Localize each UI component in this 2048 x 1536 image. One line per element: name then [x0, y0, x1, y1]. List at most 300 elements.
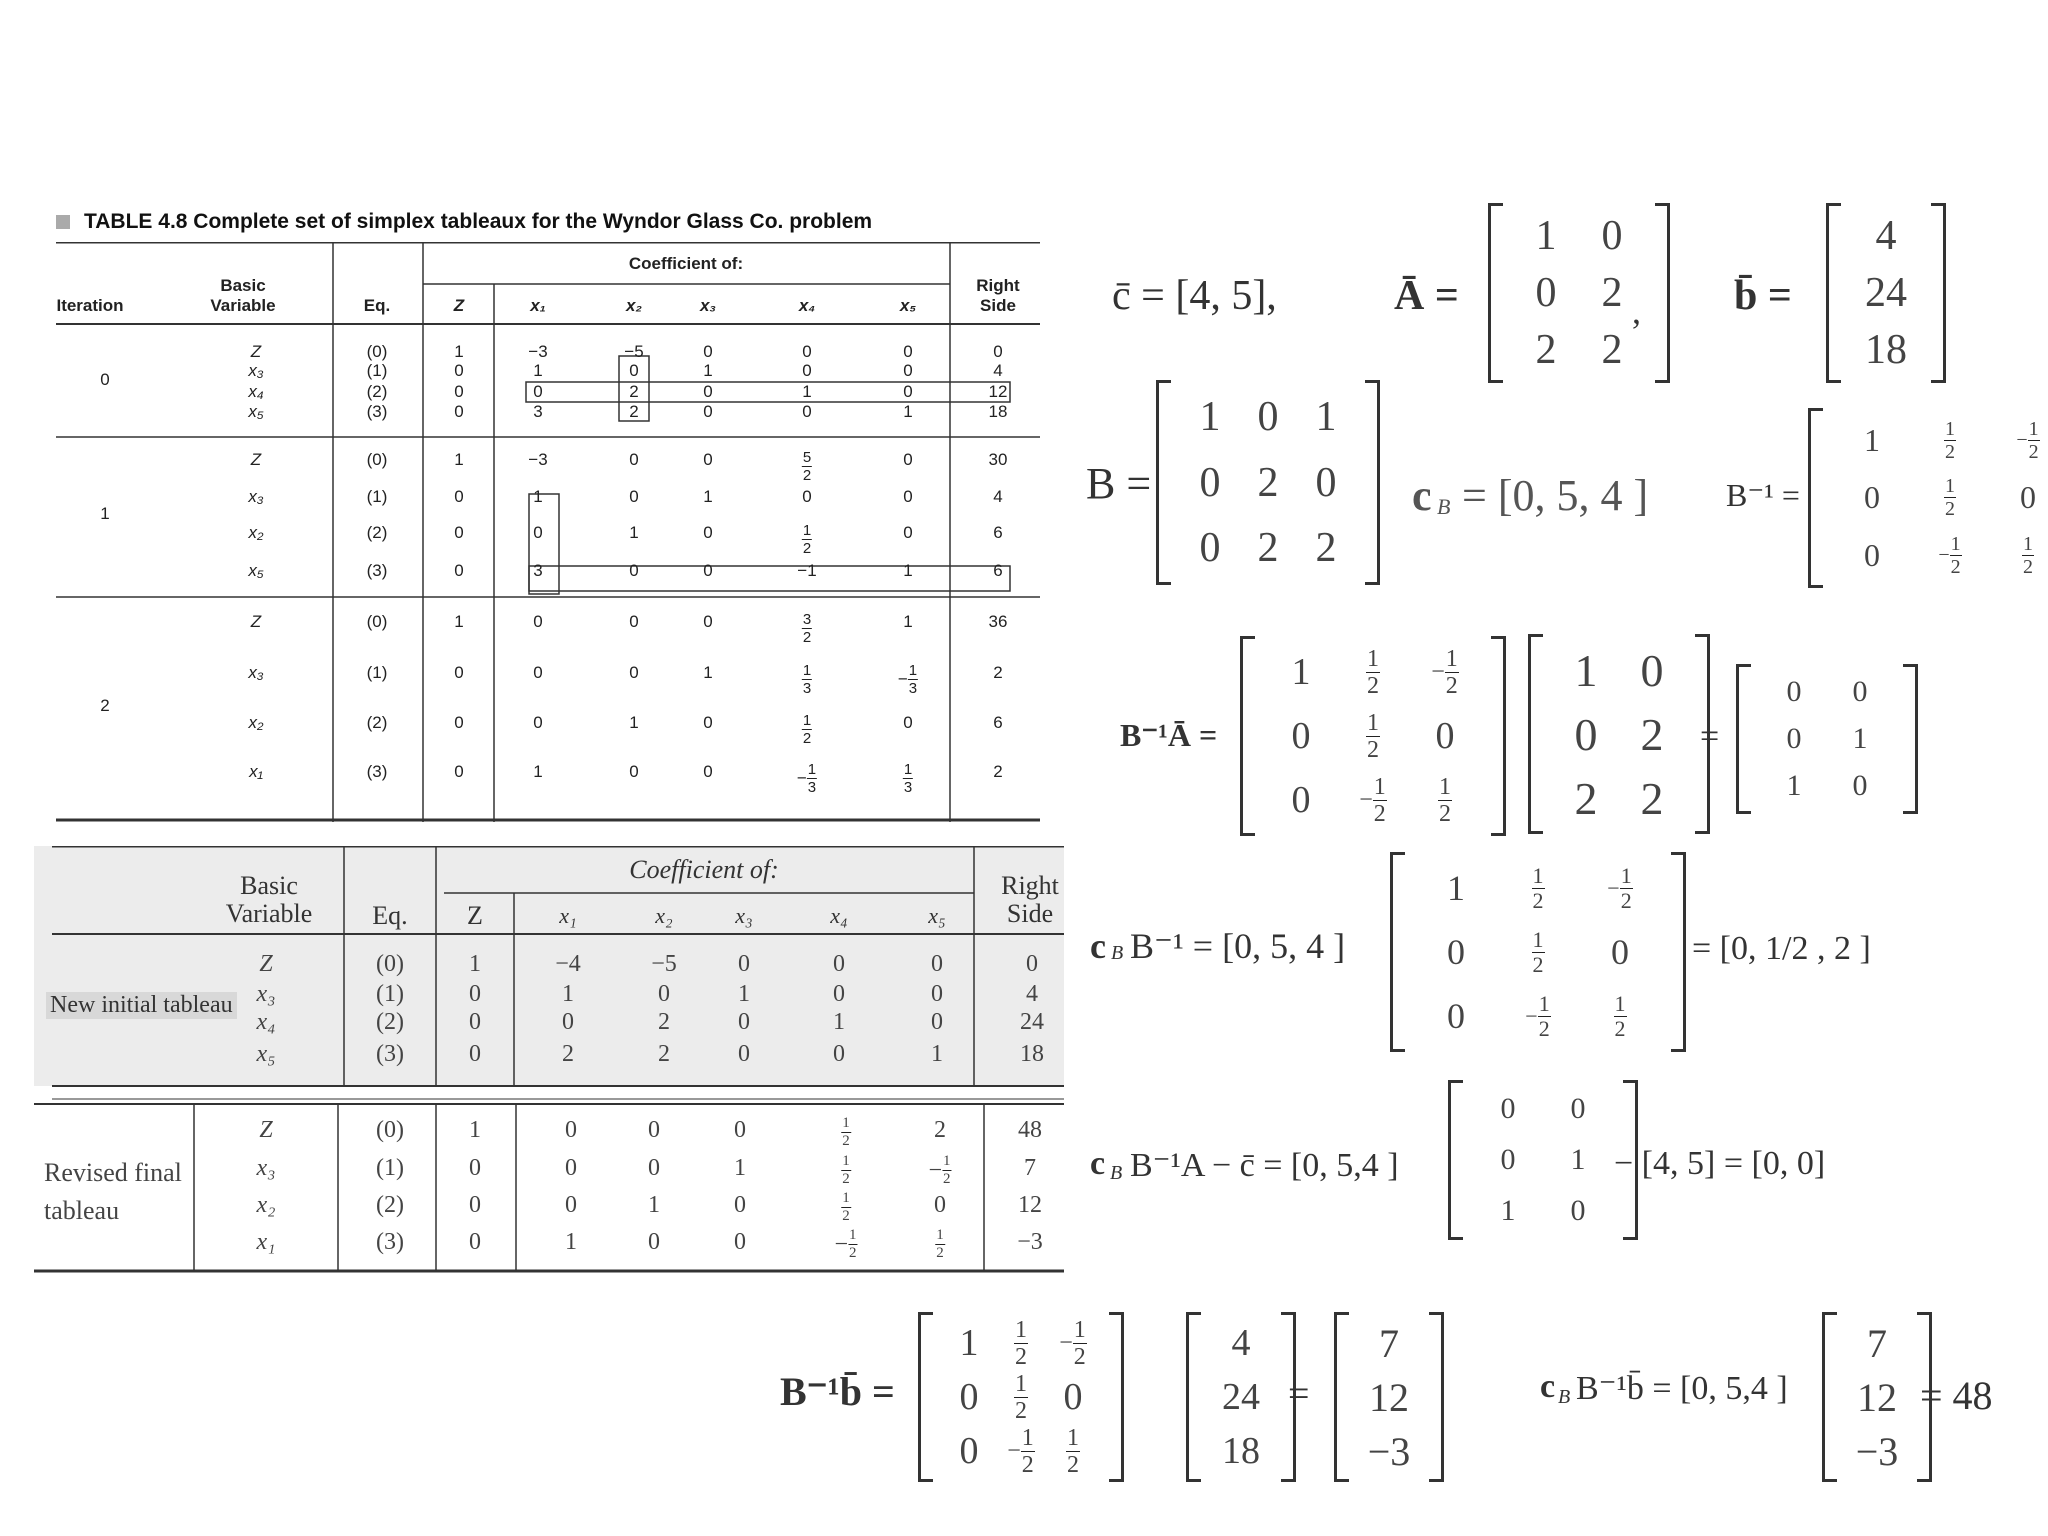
- coefficient-cell: 0: [629, 762, 639, 781]
- revised-coefficient-header: Coefficient of:: [629, 855, 779, 884]
- revised-basic-header: Basic Variable: [225, 871, 313, 928]
- matrix-cell: − $\frac{1}{2}$: [1607, 862, 1632, 913]
- coefficient-cell: $\frac{3}{2}$: [802, 611, 812, 646]
- matrix-cell: $\frac{1}{2}$: [1532, 926, 1544, 977]
- revised-final-tableau-label: Revised final tableau: [44, 1158, 182, 1225]
- matrix-cell: 0: [1786, 674, 1802, 708]
- iteration-label: 2: [100, 696, 110, 715]
- coefficient-cell: 0: [565, 1155, 577, 1181]
- right-side-value: 2: [993, 663, 1003, 682]
- coefficient-cell: $\frac{5}{2}$: [802, 449, 812, 484]
- objective-subscript: B: [1558, 1386, 1571, 1408]
- matrix-entries: [1255, 636, 1491, 836]
- matrix-cell: $\frac{1}{2}$: [1367, 645, 1379, 699]
- coefficient-cell: −3: [528, 450, 548, 469]
- coefficient-cell: 1: [629, 523, 639, 542]
- equation-number: (3): [366, 402, 388, 421]
- coefficient-cell: 0: [903, 450, 913, 469]
- matrix-cell: 0: [1447, 932, 1465, 972]
- coefficient-cell: 1: [562, 981, 574, 1007]
- coefficient-cell: 1: [703, 487, 713, 506]
- matrix-cell: 0: [1500, 1092, 1516, 1126]
- equation-number: (0): [366, 612, 388, 631]
- coefficient-cell: $\frac{1}{2}$: [842, 1153, 850, 1187]
- matrix-cell: 0: [959, 1376, 979, 1418]
- BinvA-matrix-2: [1448, 1080, 1638, 1240]
- matrix-cell: − $\frac{1}{2}$: [1525, 990, 1550, 1041]
- coefficient-cell: 2: [934, 1117, 946, 1143]
- coefficient-cell: 1: [833, 1009, 845, 1035]
- right-side-value: 12: [988, 382, 1008, 401]
- coefficient-cell: 2: [658, 1041, 670, 1067]
- matrix-cell: $\frac{1}{2}$: [2023, 532, 2033, 578]
- equation-number: (3): [376, 1041, 404, 1067]
- simplex-tableaux-table: [56, 242, 1040, 822]
- coefficient-cell: 0: [565, 1192, 577, 1218]
- coefficient-cell: 0: [833, 981, 845, 1007]
- coefficient-cell: 1: [903, 612, 913, 631]
- coefficient-cell: 0: [934, 1192, 946, 1218]
- left-bracket: [1826, 203, 1841, 383]
- equation-number: (0): [376, 951, 404, 977]
- coefficient-cell: 0: [533, 663, 543, 682]
- var-header-x2: x₂: [626, 296, 642, 315]
- coefficient-cell: 2: [658, 1009, 670, 1035]
- left-bracket: [1334, 1312, 1349, 1482]
- equals-sign: =: [1700, 718, 1720, 755]
- coefficient-cell: 0: [629, 663, 639, 682]
- bbar-label: b̄ =: [1734, 273, 1792, 319]
- matrix-cell: 1: [1291, 651, 1311, 693]
- basic-variable: x₃: [248, 487, 264, 506]
- coefficient-cell: 0: [802, 402, 812, 421]
- equation-number: (2): [366, 713, 388, 732]
- coefficient-cell: 1: [469, 1117, 481, 1143]
- coefficient-cell: − $\frac{1}{2}$: [928, 1153, 951, 1187]
- equation-number: (2): [376, 1009, 404, 1035]
- right-side-value: 6: [993, 561, 1003, 580]
- right-side-value: 4: [993, 361, 1003, 380]
- coefficient-cell: 0: [802, 342, 812, 361]
- matrix-cell: 1: [1574, 644, 1598, 696]
- coefficient-cell: 1: [648, 1192, 660, 1218]
- revised-var-header-x2: x₂: [655, 903, 673, 928]
- matrix-cell: $\frac{1}{2}$: [1945, 418, 1955, 464]
- coefficient-cell: 0: [931, 951, 943, 977]
- cB-label: c: [1412, 471, 1432, 520]
- equation-number: (2): [366, 382, 388, 401]
- matrix-cell: 0: [1852, 674, 1868, 708]
- coefficient-cell: 0: [903, 487, 913, 506]
- right-bracket: [1903, 664, 1918, 814]
- coefficient-cell: 0: [658, 981, 670, 1007]
- cB-subscript: B: [1437, 494, 1451, 519]
- B-label: B =: [1086, 459, 1152, 508]
- left-bracket: [1808, 408, 1823, 588]
- coefficient-cell: 0: [533, 612, 543, 631]
- coefficient-cell: 0: [629, 612, 639, 631]
- equation-number: (2): [376, 1192, 404, 1218]
- coefficient-cell: 0: [703, 713, 713, 732]
- cBBinv-result: = [0, 1/2 , 2 ]: [1692, 930, 1871, 967]
- coefficient-cell: 1: [533, 762, 543, 781]
- coefficient-cell: −4: [555, 951, 581, 977]
- matrix-cell: 0: [1786, 721, 1802, 755]
- matrix-cell: 0: [1570, 1193, 1586, 1227]
- matrix-cell: 2: [1315, 525, 1337, 572]
- right-side-value: 18: [1020, 1041, 1044, 1067]
- matrix-cell: 0: [1199, 459, 1221, 506]
- coefficient-cell: 0: [734, 1117, 746, 1143]
- matrix-cell: 0: [1574, 708, 1598, 760]
- coefficient-cell: 1: [903, 402, 913, 421]
- right-bracket: [1931, 203, 1946, 383]
- basic-variable: x₃: [256, 1155, 276, 1181]
- matrix-cell: 4: [1231, 1322, 1251, 1364]
- Binv-label: B⁻¹ =: [1726, 477, 1800, 513]
- matrix-entries: [1823, 408, 2048, 588]
- matrix-cell: − $\frac{1}{2}$: [1059, 1316, 1086, 1370]
- matrix-cell: $\frac{1}{2}$: [1439, 773, 1451, 827]
- matrix-cell: 0: [1570, 1092, 1586, 1126]
- coefficient-cell: $\frac{1}{2}$: [842, 1190, 850, 1224]
- equation-number: (0): [366, 450, 388, 469]
- matrix-cell: 4: [1875, 212, 1897, 259]
- coefficient-cell: 0: [703, 382, 713, 401]
- matrix-cell: 7: [1379, 1320, 1399, 1366]
- reduced-subscript: B: [1110, 1162, 1123, 1184]
- matrix-cell: 0: [1601, 212, 1623, 259]
- coefficient-cell: 0: [562, 1009, 574, 1035]
- coefficient-cell: 0: [454, 361, 464, 380]
- coefficient-cell: 0: [903, 523, 913, 542]
- basic-variable: x₁: [249, 762, 263, 781]
- equation-number: (3): [366, 762, 388, 781]
- right-side-value: 36: [988, 612, 1008, 631]
- matrix-cell: 0: [1435, 715, 1455, 757]
- var-header-x5: x₅: [899, 296, 917, 315]
- objective-result: = 48: [1920, 1373, 1993, 1418]
- matrix-cell: 1: [1786, 769, 1802, 803]
- matrix-cell: 0: [1864, 479, 1880, 516]
- coefficient-cell: $\frac{1}{2}$: [936, 1227, 944, 1261]
- reduced-value: B⁻¹A − c̄ = [0, 5,4 ]: [1130, 1147, 1399, 1184]
- var-header-x1: x₁: [530, 296, 546, 315]
- matrix-cell: 18: [1222, 1430, 1260, 1472]
- basic-variable: x₅: [256, 1041, 276, 1067]
- coefficient-cell: 0: [903, 342, 913, 361]
- matrix-entries: [1543, 634, 1695, 834]
- coefficient-cell: 1: [469, 951, 481, 977]
- matrix-cell: − $\frac{1}{2}$: [1938, 532, 1961, 578]
- matrix-entries: [1201, 1312, 1281, 1482]
- coefficient-cell: − $\frac{1}{3}$: [796, 761, 817, 796]
- coefficient-cell: −5: [651, 951, 677, 977]
- matrix-cell: 1: [1852, 721, 1868, 755]
- coefficient-cell: 0: [802, 487, 812, 506]
- equation-number: (1): [366, 361, 388, 380]
- Binvb-result-matrix: [1334, 1312, 1444, 1482]
- right-side-value: 18: [988, 402, 1008, 421]
- basic-variable: x₁: [256, 1229, 276, 1255]
- coefficient-cell: 0: [738, 1041, 750, 1067]
- matrix-cell: 2: [1601, 269, 1623, 316]
- cBBinv-label: c: [1090, 926, 1106, 966]
- matrix-cell: 0: [1447, 996, 1465, 1036]
- matrix-entries: [1841, 203, 1931, 383]
- matrix-entries: [1349, 1312, 1429, 1482]
- new-initial-tableau-label: New initial tableau: [46, 992, 237, 1019]
- coefficient-cell: 0: [903, 713, 913, 732]
- matrix-entries: [1751, 664, 1903, 814]
- matrix-cell: 2: [1535, 327, 1557, 374]
- left-bracket: [1528, 634, 1543, 834]
- matrix-cell: 2: [1601, 327, 1623, 374]
- left-bracket: [1822, 1312, 1837, 1482]
- coefficient-cell: 1: [931, 1041, 943, 1067]
- coefficient-cell: 1: [802, 382, 812, 401]
- coefficient-cell: 1: [734, 1155, 746, 1181]
- coefficient-cell: 0: [454, 762, 464, 781]
- basic-variable: x₅: [248, 561, 264, 580]
- matrix-cell: 1: [1500, 1193, 1516, 1227]
- Binvb-label: B⁻¹b̄ =: [780, 1369, 895, 1414]
- var-header-x4: x₄: [798, 296, 816, 315]
- matrix-cell: − $\frac{1}{2}$: [2016, 418, 2039, 464]
- coefficient-cell: $\frac{1}{2}$: [842, 1115, 850, 1149]
- matrix-cell: 7: [1867, 1320, 1887, 1366]
- Binv-matrix-left: [1240, 636, 1506, 836]
- left-bracket: [1156, 380, 1171, 585]
- coefficient-cell: 0: [931, 1009, 943, 1035]
- reduced-result: − [4, 5] = [0, 0]: [1614, 1145, 1826, 1182]
- matrix-cell: $\frac{1}{2}$: [1067, 1424, 1079, 1478]
- coefficient-cell: −5: [624, 342, 644, 361]
- coefficient-cell: 0: [469, 1009, 481, 1035]
- revised-var-header-x5: x₅: [928, 903, 946, 928]
- coefficient-cell: − $\frac{1}{2}$: [834, 1227, 857, 1261]
- coefficient-cell: 0: [703, 450, 713, 469]
- matrix-cell: − $\frac{1}{2}$: [1007, 1424, 1034, 1478]
- matrix-cell: 1: [1864, 422, 1880, 459]
- matrix-cell: $\frac{1}{2}$: [1532, 862, 1544, 913]
- right-side-value: 0: [1026, 951, 1038, 977]
- matrix-cell: 1: [1447, 868, 1465, 908]
- matrix-cell: $\frac{1}{2}$: [1015, 1316, 1027, 1370]
- matrix-entries: [1837, 1312, 1917, 1482]
- coefficient-cell: 0: [703, 523, 713, 542]
- coefficient-cell: − $\frac{1}{3}$: [897, 662, 918, 697]
- matrix-cell: $\frac{1}{2}$: [1614, 990, 1626, 1041]
- right-side-header: Right Side: [976, 276, 1020, 315]
- coefficient-cell: 0: [469, 1192, 481, 1218]
- equation-number: (1): [366, 487, 388, 506]
- matrix-cell: 0: [959, 1430, 979, 1472]
- table-rules: [56, 242, 1040, 822]
- matrix-cell: 2: [1640, 708, 1664, 760]
- right-bracket: [1109, 1312, 1124, 1482]
- matrix-cell: 12: [1369, 1374, 1409, 1420]
- matrix-cell: 0: [1500, 1143, 1516, 1176]
- coefficient-cell: 0: [734, 1192, 746, 1218]
- matrix-entries: [1405, 852, 1671, 1052]
- basic-variable: x₃: [256, 981, 276, 1007]
- matrix-cell: 2: [1257, 459, 1279, 506]
- coefficient-cell: 0: [703, 762, 713, 781]
- right-side-value: 0: [993, 342, 1003, 361]
- iteration-label: 0: [100, 370, 110, 389]
- revised-var-header-x3: x₃: [735, 903, 753, 928]
- coefficient-cell: 0: [703, 342, 713, 361]
- equation-number: (0): [366, 342, 388, 361]
- revised-var-header-x1: x₁: [559, 903, 577, 928]
- left-bracket: [1736, 664, 1751, 814]
- coefficient-cell: 0: [734, 1229, 746, 1255]
- matrix-cell: 1: [959, 1322, 979, 1364]
- coefficient-cell: 1: [454, 612, 464, 631]
- left-bracket: [1240, 636, 1255, 836]
- matrix-cell: 2: [1257, 525, 1279, 572]
- matrix-cell: 1: [1199, 393, 1221, 440]
- matrix-cell: −3: [1855, 1428, 1899, 1474]
- right-side-value: 4: [993, 487, 1003, 506]
- B-matrix: [1156, 380, 1380, 585]
- coefficient-cell: 1: [903, 561, 913, 580]
- eq-header: Eq.: [363, 296, 391, 315]
- matrix-cell: 24: [1865, 269, 1907, 316]
- right-side-value: 6: [993, 523, 1003, 542]
- matrix-cell: 12: [1857, 1374, 1897, 1420]
- right-side-value: 30: [988, 450, 1008, 469]
- var-header-x3: x₃: [699, 296, 717, 315]
- bbar-matrix-2: [1186, 1312, 1296, 1482]
- Binvb-result-matrix-2: [1822, 1312, 1932, 1482]
- coefficient-cell: $\frac{1}{2}$: [802, 522, 812, 557]
- coefficient-cell: $\frac{1}{3}$: [903, 761, 913, 796]
- basic-variable: Z: [250, 612, 262, 631]
- left-bracket: [1186, 1312, 1201, 1482]
- Abar-label: Ā =: [1394, 273, 1459, 319]
- coefficient-cell: 0: [629, 361, 639, 380]
- BinvA-result-matrix: [1736, 664, 1918, 814]
- matrix-cell: 1: [1535, 212, 1557, 259]
- revised-tableau-table: [34, 846, 1064, 1276]
- matrix-cell: 0: [1257, 393, 1279, 440]
- Abar-matrix: [1488, 203, 1670, 383]
- coefficient-cell: −3: [528, 342, 548, 361]
- equation-number: (1): [376, 1155, 404, 1181]
- basic-variable: x₅: [248, 402, 264, 421]
- bbar-matrix: [1826, 203, 1946, 383]
- coefficient-cell: 0: [648, 1117, 660, 1143]
- coefficient-cell: 2: [562, 1041, 574, 1067]
- iteration-header: Iteration: [56, 296, 124, 315]
- coefficient-cell: 0: [469, 1155, 481, 1181]
- matrix-cell: $\frac{1}{2}$: [1015, 1370, 1027, 1424]
- iteration-label: 1: [100, 504, 110, 523]
- coefficient-cell: 0: [648, 1155, 660, 1181]
- coefficient-cell: 0: [802, 361, 812, 380]
- left-bracket: [1448, 1080, 1463, 1240]
- coefficient-cell: 0: [703, 612, 713, 631]
- coefficient-cell: 2: [629, 402, 639, 421]
- caption-square-icon: [56, 215, 70, 229]
- matrix-cell: 0: [1535, 269, 1557, 316]
- matrix-cell: 0: [1640, 644, 1664, 696]
- coefficient-cell: 1: [629, 713, 639, 732]
- coefficient-cell: 0: [738, 951, 750, 977]
- Binv-matrix: [1808, 408, 2048, 588]
- revised-var-header-x4: x₄: [830, 903, 848, 928]
- left-bracket: [1488, 203, 1503, 383]
- coefficient-cell: 0: [903, 361, 913, 380]
- table-caption: TABLE 4.8 Complete set of simplex tableaux for the Wyndor Glass Co. problem: [56, 210, 872, 234]
- coefficient-cell: 0: [454, 487, 464, 506]
- objective-label: c: [1540, 1368, 1556, 1405]
- coefficient-header: Coefficient of:: [628, 254, 744, 273]
- basic-variable: Z: [259, 1117, 273, 1143]
- left-bracket: [918, 1312, 933, 1482]
- basic-variable: x₂: [256, 1192, 276, 1218]
- coefficient-cell: −1: [797, 561, 817, 580]
- right-side-value: 24: [1020, 1009, 1044, 1035]
- basic-variable: Z: [250, 342, 262, 361]
- coefficient-cell: 3: [533, 561, 543, 580]
- right-bracket: [1365, 380, 1380, 585]
- equation-number: (1): [366, 663, 388, 682]
- coefficient-cell: 0: [703, 402, 713, 421]
- reduced-label: c: [1090, 1145, 1106, 1182]
- coefficient-cell: 1: [703, 663, 713, 682]
- coefficient-cell: 0: [738, 1009, 750, 1035]
- coefficient-cell: 1: [454, 450, 464, 469]
- matrix-cell: 0: [2020, 479, 2036, 516]
- matrix-cell: 2: [1640, 772, 1664, 824]
- coefficient-cell: 0: [454, 713, 464, 732]
- coefficient-cell: 2: [629, 382, 639, 401]
- coefficient-cell: 0: [533, 713, 543, 732]
- var-header-z: Z: [453, 296, 465, 315]
- coefficient-cell: 0: [629, 450, 639, 469]
- Binv-matrix-3: [918, 1312, 1124, 1482]
- coefficient-cell: $\frac{1}{3}$: [802, 662, 812, 697]
- coefficient-cell: 0: [903, 382, 913, 401]
- equation-number: (3): [366, 561, 388, 580]
- matrix-cell: −3: [1367, 1428, 1411, 1474]
- equation-number: (2): [366, 523, 388, 542]
- basic-variable: x₄: [256, 1009, 276, 1035]
- basic-variable: x₄: [248, 382, 264, 401]
- right-bracket: [1655, 203, 1670, 383]
- matrix-cell: 0: [1199, 525, 1221, 572]
- cbar-equation: c̄ = [4, 5],: [1112, 273, 1277, 319]
- coefficient-cell: 0: [454, 663, 464, 682]
- basic-variable: Z: [259, 951, 273, 977]
- coefficient-cell: 0: [565, 1117, 577, 1143]
- right-bracket: [1671, 852, 1686, 1052]
- matrix-cell: 0: [1291, 715, 1311, 757]
- matrix-cell: − $\frac{1}{2}$: [1431, 645, 1458, 699]
- matrix-cell: 0: [1291, 779, 1311, 821]
- coefficient-cell: 1: [454, 342, 464, 361]
- matrix-entries: [1171, 380, 1365, 585]
- coefficient-cell: 0: [533, 523, 543, 542]
- coefficient-cell: 1: [703, 361, 713, 380]
- revised-eq-header: Eq.: [372, 901, 408, 930]
- matrix-cell: − $\frac{1}{2}$: [1359, 773, 1386, 827]
- right-side-value: 48: [1018, 1117, 1042, 1143]
- cB-value: = [0, 5, 4 ]: [1462, 471, 1649, 520]
